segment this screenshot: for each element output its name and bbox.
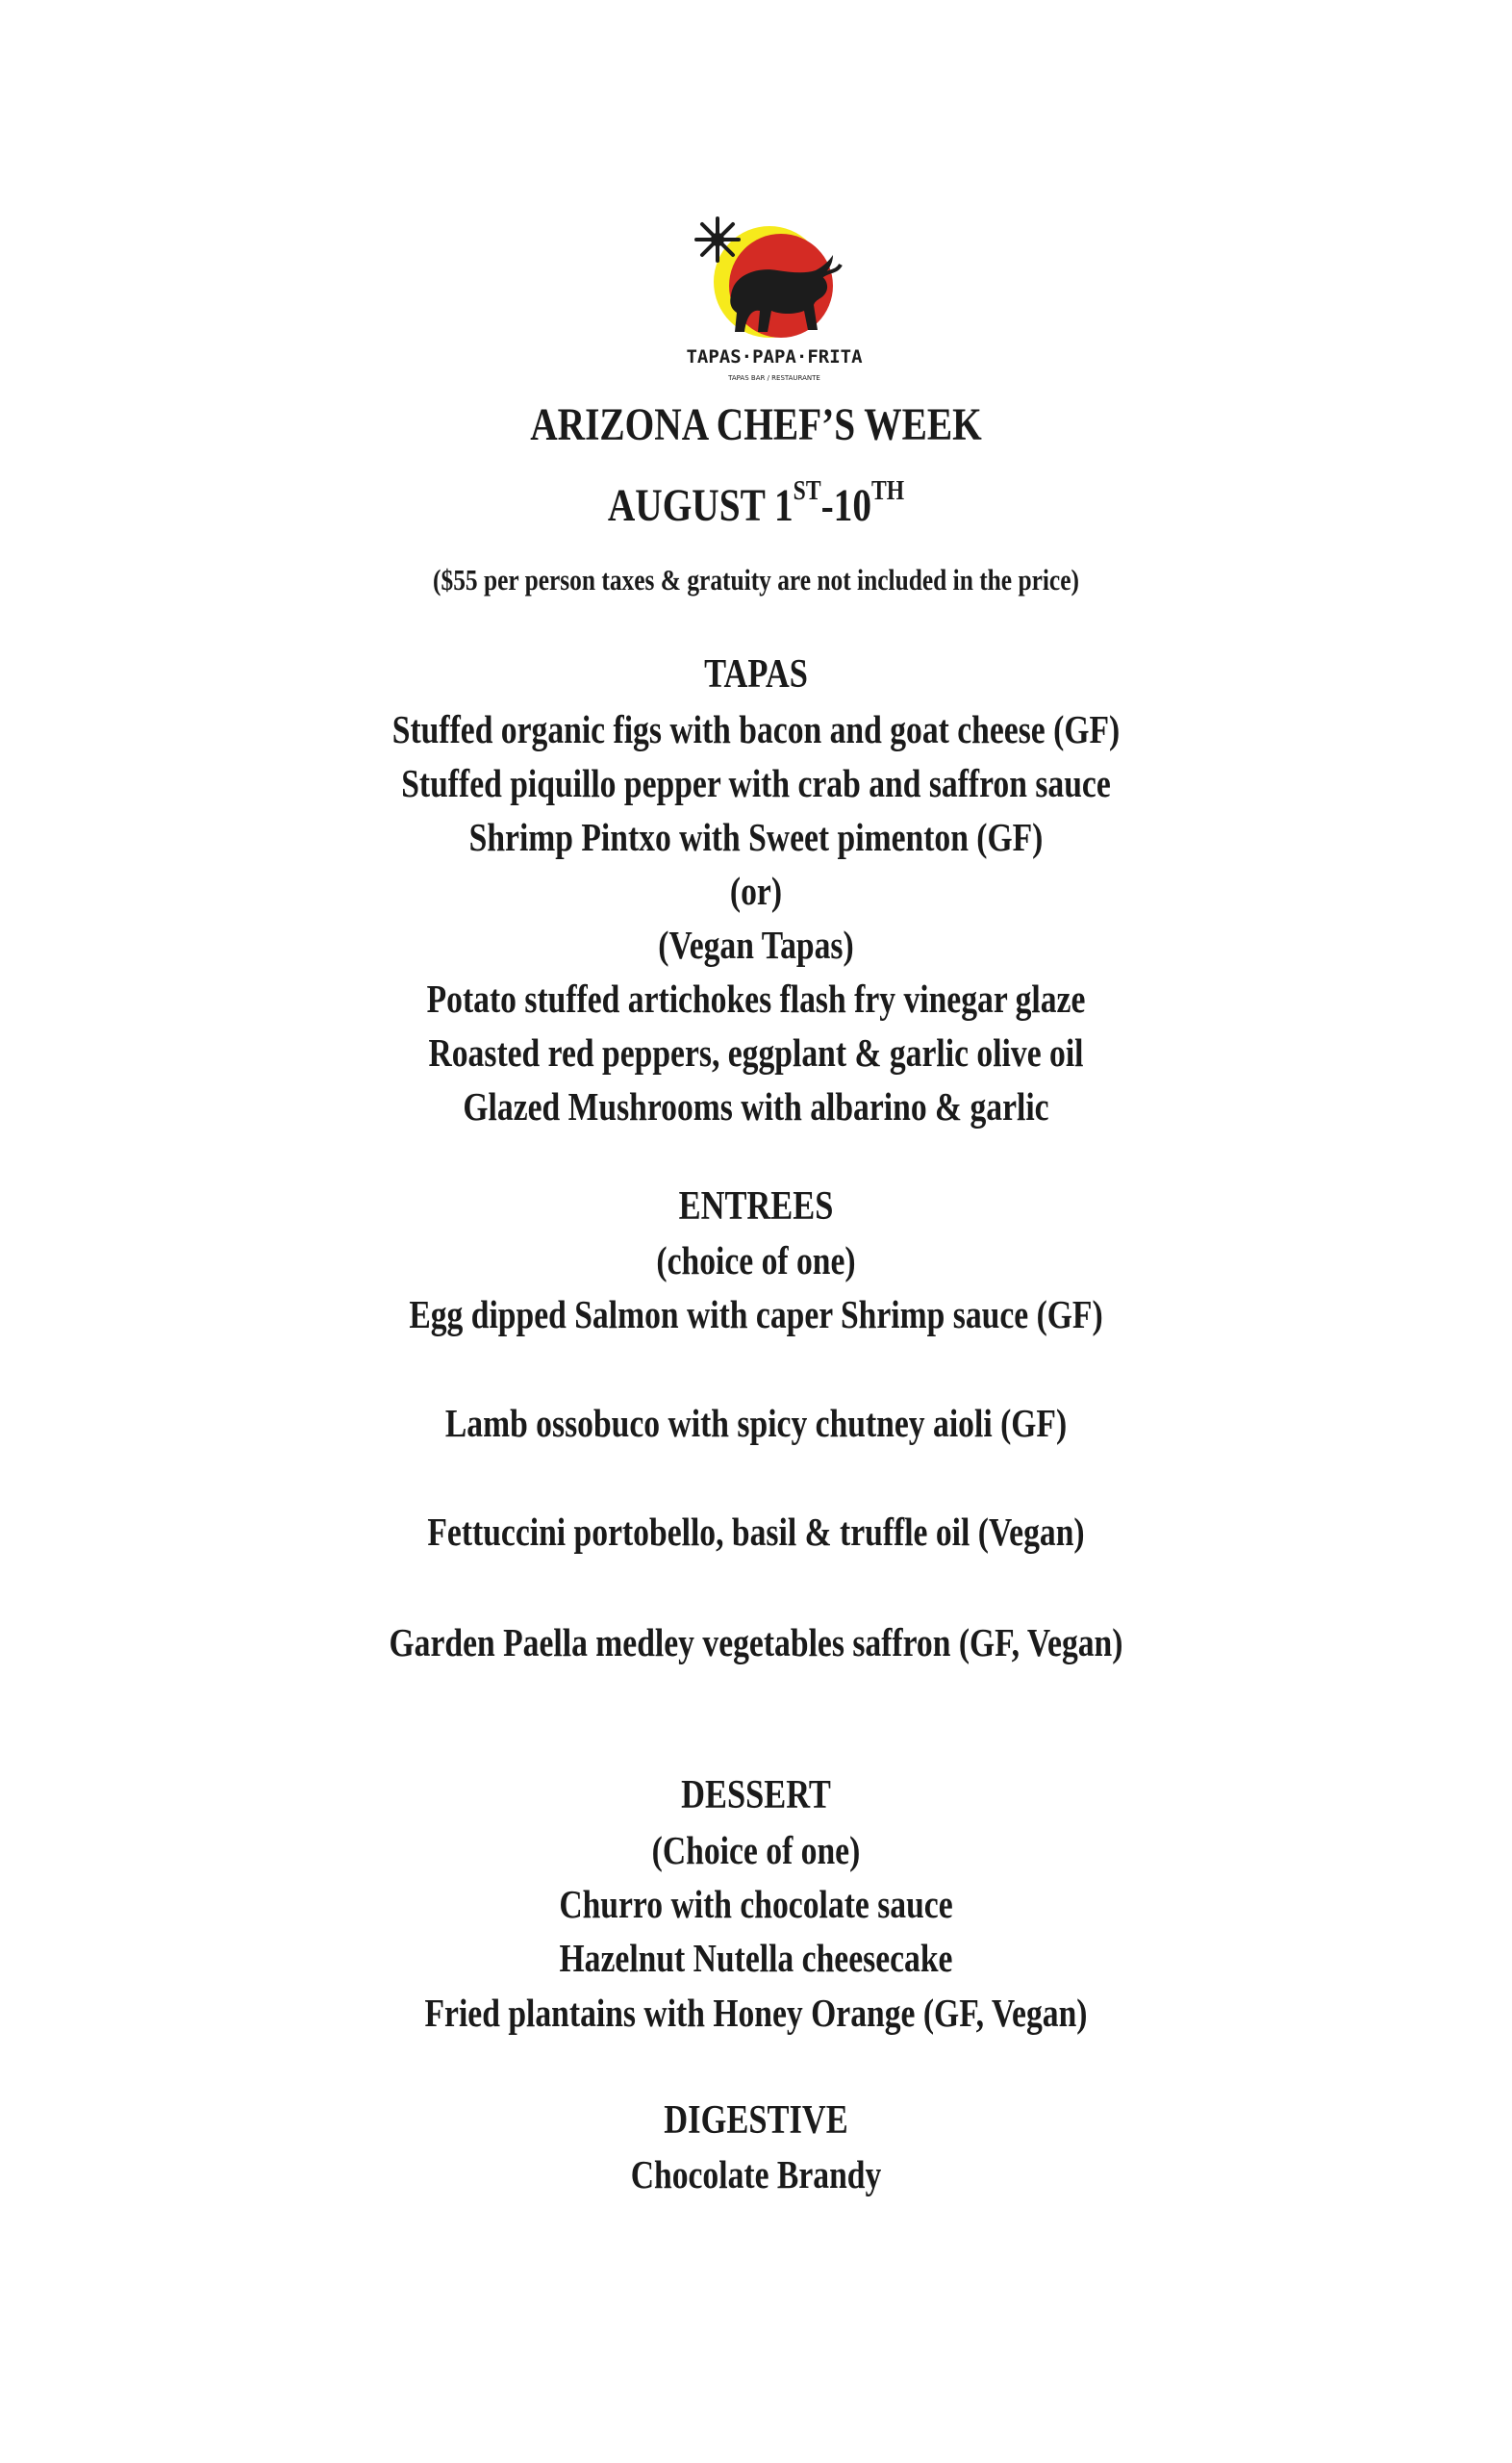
dessert-item: Hazelnut Nutella cheesecake: [559, 1936, 953, 1980]
entree-item: Egg dipped Salmon with caper Shrimp sauce (GF): [409, 1292, 1103, 1336]
logo-subtext: TAPAS BAR / RESTAURANTE: [728, 374, 820, 382]
digestive-heading: DIGESTIVE: [664, 2098, 848, 2143]
tapas-item: Stuffed piquillo pepper with crab and saffron sauce: [401, 761, 1111, 805]
vegan-tapas-item: Potato stuffed artichokes flash fry vinegar glaze: [426, 977, 1086, 1021]
price-note: ($55 per person taxes & gratuity are not included in the price): [433, 563, 1079, 597]
date-end-suffix: TH: [871, 475, 905, 507]
entree-item: Fettuccini portobello, basil & truffle oil (Vegan): [427, 1510, 1085, 1554]
vegan-tapas-item: Glazed Mushrooms with albarino & garlic: [463, 1084, 1049, 1129]
tapas-heading: TAPAS: [704, 652, 808, 697]
date-start-suffix: ST: [793, 475, 821, 507]
vegan-tapas-item: Roasted red peppers, eggplant & garlic olive oil: [428, 1030, 1084, 1075]
date-range: [136, 475, 1375, 532]
digestive-item: Chocolate Brandy: [630, 2152, 882, 2196]
entrees-note: (choice of one): [656, 1238, 856, 1282]
dessert-note: (Choice of one): [651, 1828, 861, 1872]
entrees-heading: ENTREES: [678, 1184, 834, 1229]
dessert-heading: DESSERT: [681, 1773, 831, 1817]
or-label: (or): [729, 869, 783, 913]
date-prefix: AUGUST 1: [607, 480, 794, 531]
tapas-item: Shrimp Pintxo with Sweet pimenton (GF): [468, 815, 1044, 859]
dessert-item: Fried plantains with Honey Orange (GF, Vegan): [424, 1991, 1088, 2035]
date-separator: -10: [820, 480, 872, 531]
dessert-item: Churro with chocolate sauce: [559, 1882, 953, 1926]
entree-item: Lamb ossobuco with spicy chutney aioli (GF): [444, 1401, 1068, 1445]
logo-wordmark: TAPAS·PAPA·FRITA: [686, 346, 863, 368]
tapas-item: Stuffed organic figs with bacon and goat cheese (GF): [391, 707, 1121, 751]
entree-item: Garden Paella medley vegetables saffron (GF, Vegan): [389, 1620, 1123, 1664]
bull-logo-icon: [664, 216, 885, 390]
vegan-tapas-label: (Vegan Tapas): [658, 923, 854, 967]
restaurant-logo: [664, 216, 885, 390]
page-title: ARIZONA CHEF’S WEEK: [530, 399, 982, 450]
